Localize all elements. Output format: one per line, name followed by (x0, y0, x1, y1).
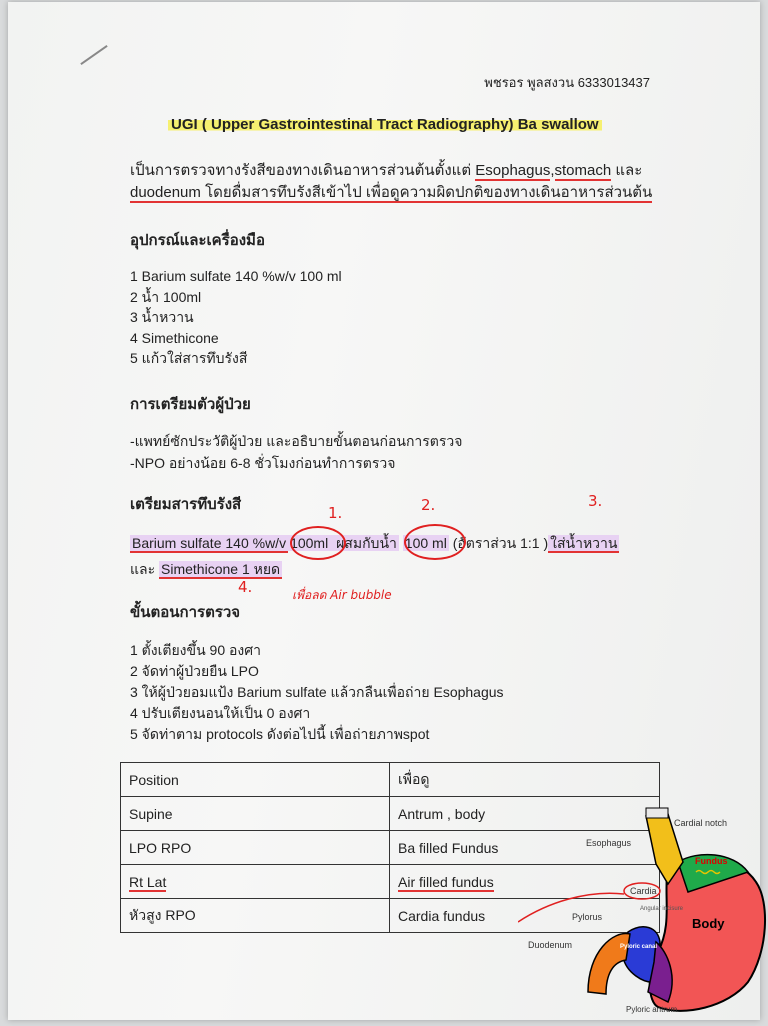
table-cell: Cardia fundus (390, 899, 660, 933)
list-item: -NPO อย่างน้อย 6-8 ชั่วโมงก่อนทำการตรวจ (130, 455, 396, 471)
list-item: 2 น้ำ 100ml (130, 288, 202, 305)
equipment-heading: อุปกรณ์และเครื่องมือ (130, 232, 265, 249)
underlined-esophagus: Esophagus (475, 162, 551, 179)
duodenum-shape (588, 934, 630, 994)
table-cell: หัวสูง RPO (121, 899, 390, 933)
underlined-purpose: โดยดื่มสารทึบรังสีเข้าไป เพื่อดูความผิดปกติของทางเดินอาหารส่วนต้น (200, 184, 653, 201)
ratio-text: (อัตราส่วน 1:1 ) (448, 535, 549, 551)
pyloric-canal-label: Pyloric canal (620, 944, 658, 950)
procedure-list (130, 640, 504, 745)
annotation-note: เพื่อลด Air bubble (292, 588, 392, 602)
circle-mark-1 (290, 526, 346, 560)
body-label: Body (692, 916, 725, 931)
barium-highlight: Barium sulfate 140 %w/v (132, 535, 287, 551)
page-title: UGI ( Upper Gastrointestinal Tract Radiography) Ba swallow (168, 116, 602, 133)
esophagus-label: Esophagus (586, 838, 632, 848)
pointer-arrow (518, 893, 624, 922)
cardia-label: Cardia (630, 886, 657, 896)
table-cell: Rt Lat (121, 865, 390, 899)
contrast-prep-heading: เตรียมสารทึบรังสี (130, 496, 242, 513)
list-item: 1 ตั้งเตียงขึ้น 90 องศา (130, 642, 262, 658)
table-cell: Ba filled Fundus (390, 831, 660, 865)
author-name: พชรอร พูลสงวน 6333013437 (484, 75, 650, 90)
table-header-cell: Position (121, 763, 390, 797)
table-cell: Antrum , body (390, 797, 660, 831)
circle-mark-2 (404, 524, 466, 560)
document-page (8, 2, 760, 1020)
volume-1: 100ml (290, 535, 329, 551)
list-item: 5 แก้วใส่สารทึบรังสี (130, 350, 248, 366)
sweet-syrup: ใส่น้ำหวาน (550, 535, 618, 551)
intro-paragraph: เป็นการตรวจทางรังสีของทางเดินอาหารส่วนต้นตั้งแต่ Esophagus,stomach และ duodenum โดยดื่มสารทึบรังสีเข้าไป เพื่อดูความผิดปกติของทางเดินอาหารส่วนต้น (130, 162, 653, 201)
list-item: 3 ให้ผู้ป่วยอมแป้ง Barium sulfate แล้วกลืนเพื่อถ่าย Esophagus (130, 684, 504, 700)
list-item: 4 ปรับเตียงนอนให้เป็น 0 องศา (130, 705, 311, 721)
annotation-3: 3. (588, 492, 603, 510)
list-item: 3 น้ำหวาน (130, 309, 194, 325)
underlined-stomach: stomach (554, 162, 612, 179)
table-cell: Supine (121, 797, 390, 831)
list-item: 4 Simethicone (130, 329, 219, 346)
fundus-label: Fundus (695, 856, 728, 866)
list-item: 1 Barium sulfate 140 %w/v 100 ml (130, 268, 342, 284)
pen-mark (80, 45, 107, 65)
table-cell: LPO RPO (121, 831, 390, 865)
underlined-duodenum: duodenum (130, 184, 201, 201)
list-item: 2 จัดท่าผู้ป่วยยืน LPO (130, 663, 259, 679)
simethicone-highlight: Simethicone 1 หยด (161, 561, 281, 577)
patient-prep-list (130, 430, 462, 474)
equipment-list (130, 266, 342, 369)
table-cell: Air filled fundus (390, 865, 660, 899)
duodenum-label: Duodenum (528, 940, 573, 950)
contrast-prep-text: Barium sulfate 140 %w/v 100ml ผสมกับน้ำ 100 ml (อัตราส่วน 1:1 ) ใส่น้ำหวาน และ Simethicone 1 หยด (130, 535, 618, 577)
pylorus-label: Pylorus (572, 912, 603, 922)
list-item: -แพทย์ซักประวัติผู้ป่วย และอธิบายขั้นตอนก่อนการตรวจ (130, 433, 463, 449)
pyloric-antrum-label: Pyloric antrum (626, 1005, 678, 1014)
angular-label: Angular incisure (640, 906, 684, 912)
table-header-row (121, 763, 660, 797)
table-header-cell: เพื่อดู (390, 763, 660, 797)
stomach-diagram (518, 802, 768, 1026)
esophagus-cap (646, 808, 668, 818)
list-item: 5 จัดท่าตาม protocols ดังต่อไปนี้ เพื่อถ่ายภาพspot (130, 726, 430, 742)
cardial-notch-label: Cardial notch (674, 818, 728, 828)
annotation-1: 1. (328, 504, 343, 522)
volume-2: 100 ml (404, 535, 447, 551)
annotation-4: 4. (238, 578, 253, 596)
procedure-heading: ขั้นตอนการตรวจ (130, 604, 241, 621)
mix-text: ผสมกับน้ำ (332, 535, 397, 551)
annotation-2: 2. (421, 496, 436, 514)
patient-prep-heading: การเตรียมตัวผู้ป่วย (130, 396, 251, 413)
